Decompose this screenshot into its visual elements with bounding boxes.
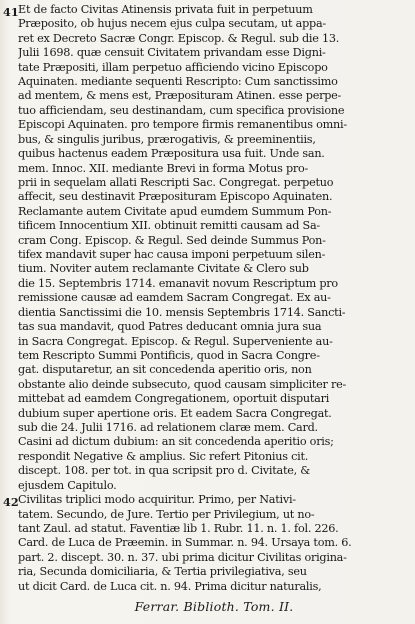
text-line: ejusdem Capitulo. — [18, 478, 117, 492]
text-line: mittebat ad eamdem Congregationem, oportuit disputari — [18, 392, 330, 406]
text-line: dubium super apertione oris. Et eadem Sacra Congregat. — [18, 406, 332, 420]
text-line: part. 2. discept. 30. n. 37. ubi prima dicitur Civilitas origina- — [18, 550, 347, 564]
text-line: cram Cong. Episcop. & Regul. Sed deinde Summus Pon- — [18, 233, 326, 247]
text-line: tium. Noviter autem reclamante Civitate & Clero sub — [18, 262, 309, 276]
text-line: in Sacra Congregat. Episcop. & Regul. Superveniente au- — [18, 334, 333, 348]
text-line: Aquinaten. mediante sequenti Rescripto: Cum sanctissimo — [18, 75, 338, 89]
text-line: remissione causæ ad eamdem Sacram Congregat. Ex au- — [18, 291, 331, 305]
text-line: tant Zaul. ad statut. Faventiæ lib 1. Rubr. 11. n. 1. fol. 226. — [18, 521, 339, 535]
text-line: Reclamante autem Civitate apud eumdem Summum Pon- — [18, 204, 332, 218]
text-line: quibus hactenus eadem Præpositura usa fuit. Unde san. — [18, 147, 325, 161]
text-line: prii in sequelam allati Rescripti Sac. Congregat. perpetuo — [18, 175, 334, 189]
text-line: tas sua mandavit, quod Patres deducant omnia jura sua — [18, 320, 322, 334]
text-line: Præposito, ob hujus necem ejus culpa secutam, ut appa- — [18, 17, 326, 31]
text-line: tem Rescripto Summi Pontificis, quod in Sacra Congre- — [18, 348, 320, 362]
text-line: ret ex Decreto Sacræ Congr. Episcop. & Regul. sub die 13. — [18, 31, 340, 45]
paragraph-number: 41 — [3, 5, 19, 19]
text-line: Casini ad dictum dubium: an sit concedenda aperitio oris; — [18, 435, 334, 449]
text-line: Civilitas triplici modo acquiritur. Primo, per Nativi- — [18, 493, 296, 507]
text-line: Episcopi Aquinaten. pro tempore firmis remanentibus omni- — [18, 118, 347, 132]
text-line: die 15. Septembris 1714. emanavit novum Rescriptum pro — [18, 276, 338, 290]
text-line: ria, Secunda domiciliaria, & Tertia privilegiativa, seu — [18, 565, 307, 579]
text-line: Et de facto Civitas Atinensis privata fuit in perpetuum — [18, 3, 313, 16]
text-line: Card. de Luca de Præemin. in Summar. n. 94. Ursaya tom. 6. — [18, 536, 352, 550]
footer-signature: Ferrar. Biblioth. Tom. II. — [134, 599, 294, 614]
text-line: tate Præpositi, illam perpetuo afficiendo vicino Episcopo — [18, 60, 328, 74]
text-line: bus, & singulis juribus, prærogativis, & preeminentiis, — [18, 132, 316, 146]
text-line: gat. disputaretur, an sit concedenda aperitio oris, non — [18, 363, 312, 377]
text-line: affecit, seu destinavit Præposituram Episcopo Aquinaten. — [18, 190, 333, 204]
text-line: respondit Negative & amplius. Sic refert Pitonius cit. — [18, 449, 309, 463]
text-line: ut dicit Card. de Luca cit. n. 94. Prima dicitur naturalis, — [18, 579, 322, 593]
text-line: tifex mandavit super hac causa imponi perpetuum silen- — [18, 248, 326, 262]
text-line: tificem Innocentium XII. obtinuit remitti causam ad Sa- — [18, 219, 320, 233]
text-line: discept. 108. per tot. in qua scripsit pro d. Civitate, & — [18, 464, 311, 478]
text-line: tatem. Secundo, de Jure. Tertio per Privilegium, ut no- — [18, 507, 315, 521]
paragraph-number: 42 — [3, 495, 19, 510]
text-line: ad mentem, & mens est, Præposituram Atinen. esse perpe- — [18, 89, 342, 103]
text-line: tuo afficiendam, seu destinandam, cum specifica provisione — [18, 103, 345, 117]
text-line: dientia Sanctissimi die 10. mensis Septembris 1714. Sancti- — [18, 305, 346, 319]
text-line: sub die 24. Julii 1716. ad relationem claræ mem. Card. — [18, 421, 318, 435]
text-line: mem. Innoc. XII. mediante Brevi in forma Motus pro- — [18, 161, 309, 175]
text-line: obstante alio deinde subsecuto, quod causam simpliciter re- — [18, 377, 347, 391]
text-line: Julii 1698. quæ censuit Civitatem privandam esse Digni- — [18, 46, 326, 60]
